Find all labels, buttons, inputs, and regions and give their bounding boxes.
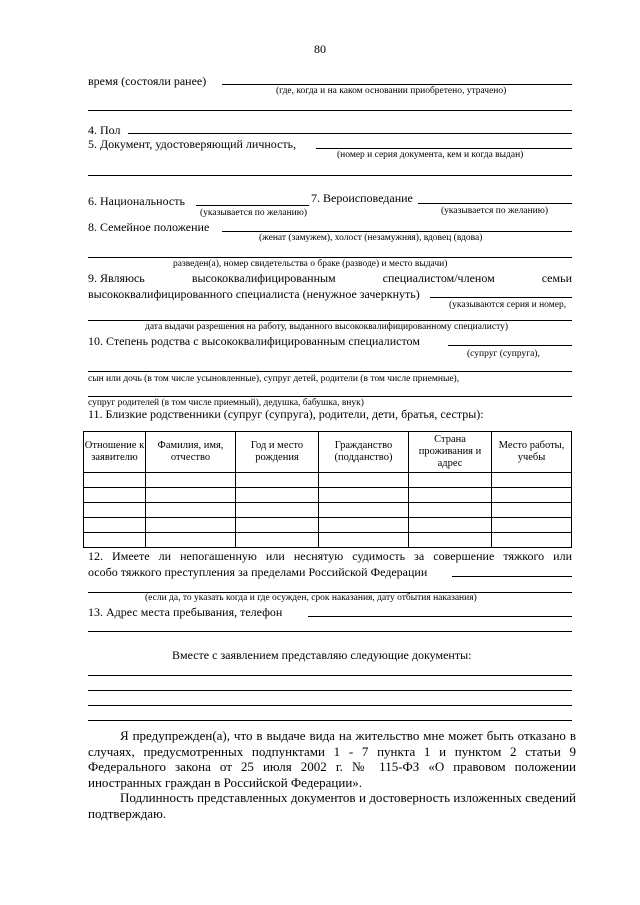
document-line-2[interactable] [88, 175, 572, 176]
time-previous-hint: (где, когда и на каком основании приобретено, утрачено) [276, 86, 507, 96]
q9-hint-2: дата выдачи разрешения на работу, выданного высококвалифицированному специалисту) [145, 322, 509, 332]
table-cell[interactable] [236, 518, 319, 533]
table-cell[interactable] [409, 533, 492, 548]
page-number: 80 [314, 42, 326, 56]
sex-line[interactable] [128, 133, 572, 134]
nationality-label: 6. Национальность [88, 194, 185, 208]
table-cell[interactable] [236, 503, 319, 518]
warning-paragraph [88, 728, 576, 790]
table-cell[interactable] [319, 533, 409, 548]
sex-label: 4. Пол [88, 123, 121, 137]
time-previous-line[interactable] [222, 84, 572, 85]
table-cell[interactable] [492, 503, 572, 518]
q13-line-2[interactable] [88, 631, 572, 632]
q12-line-1: 12. Имеете ли непогашенную или неснятую судимость за совершение тяжкого или [88, 549, 572, 563]
religion-label: 7. Вероисповедание [311, 191, 413, 205]
marital-status-hint: (женат (замужем), холост (незамужняя), вдовец (вдова) [259, 233, 483, 243]
table-row [84, 473, 572, 488]
col-citizenship: Гражданство (подданство) [319, 432, 409, 473]
table-cell[interactable] [409, 503, 492, 518]
time-previous-line-2[interactable] [88, 110, 572, 111]
q9-word-4: семьи [541, 271, 572, 285]
q9-line-2: высококвалифицированного специалиста (ненужное зачеркнуть) [88, 287, 420, 301]
table-cell[interactable] [319, 518, 409, 533]
marital-status-line-2[interactable] [88, 257, 572, 258]
table-cell[interactable] [492, 533, 572, 548]
table-cell[interactable] [236, 488, 319, 503]
col-full-name: Фамилия, имя, отчество [146, 432, 236, 473]
table-cell[interactable] [146, 488, 236, 503]
documents-title: Вместе с заявлением представляю следующие документы: [172, 648, 472, 662]
q10-hint-2: сын или дочь (в том числе усыновленные), супруг детей, родители (в том числе приемные), [88, 374, 460, 384]
table-cell[interactable] [492, 518, 572, 533]
q10-hint-3: супруг родителей (в том числе приемный), дедушка, бабушка, внук) [88, 398, 364, 408]
table-row [84, 518, 572, 533]
documents-line-3[interactable] [88, 705, 572, 706]
table-row [84, 488, 572, 503]
table-cell[interactable] [319, 473, 409, 488]
q12-answer-line[interactable] [452, 576, 572, 577]
document-label: 5. Документ, удостоверяющий личность, [88, 137, 297, 151]
document-line[interactable] [316, 148, 572, 149]
table-row [84, 503, 572, 518]
table-cell[interactable] [319, 488, 409, 503]
table-cell[interactable] [492, 473, 572, 488]
q10-line[interactable] [448, 345, 572, 346]
q11-label: 11. Близкие родственники (супруг (супруга), родители, дети, братья, сестры): [88, 407, 484, 421]
nationality-hint: (указывается по желанию) [200, 208, 308, 218]
warning-text: Я предупрежден(а), что в выдаче вида на жительство мне может быть отказано в случаях, предусмотренных подпунктами 1 - 7 пункта 1 и пунктом 2 статьи 9 Федерального закона от 25 июля 2002 г. № 115-ФЗ «О правовом положении иностранных граждан в Российской Федерации». [88, 728, 576, 790]
table-cell[interactable] [146, 533, 236, 548]
table-cell[interactable] [492, 488, 572, 503]
q10-line-2[interactable] [88, 371, 572, 372]
table-cell[interactable] [84, 533, 146, 548]
q9-line-1 [88, 271, 572, 286]
q12-line-2: особо тяжкого преступления за пределами Российской Федерации [88, 565, 428, 579]
marital-status-line[interactable] [222, 231, 572, 232]
col-relation: Отношение к заявителю [84, 432, 146, 473]
table-cell[interactable] [319, 503, 409, 518]
table-cell[interactable] [409, 518, 492, 533]
table-cell[interactable] [146, 518, 236, 533]
time-previous-label: время (состояли ранее) [88, 74, 207, 88]
q13-label: 13. Адрес места пребывания, телефон [88, 605, 283, 619]
confirm-text: Подлинность представленных документов и достоверность изложенных сведений подтверждаю. [88, 790, 576, 821]
divorce-hint: разведен(а), номер свидетельства о браке (разводе) и место выдачи) [173, 259, 448, 269]
religion-hint: (указывается по желанию) [441, 206, 549, 216]
table-cell[interactable] [146, 473, 236, 488]
table-cell[interactable] [84, 473, 146, 488]
documents-line-4[interactable] [88, 720, 572, 721]
document-hint: (номер и серия документа, кем и когда выдан) [337, 150, 524, 160]
religion-line[interactable] [418, 203, 572, 204]
table-cell[interactable] [146, 503, 236, 518]
documents-line-2[interactable] [88, 690, 572, 691]
table-cell[interactable] [84, 488, 146, 503]
table-cell[interactable] [84, 503, 146, 518]
table-cell[interactable] [409, 473, 492, 488]
q9-word-2: высококвалифицированным [191, 271, 336, 285]
q10-line-3[interactable] [88, 396, 572, 397]
relatives-table [83, 431, 572, 548]
q9-word-3: специалистом/членом [382, 271, 495, 285]
table-row [84, 533, 572, 548]
q12-hint: (если да, то указать когда и где осужден, срок наказания, дату отбытия наказания) [145, 593, 477, 603]
col-country-address: Страна проживания и адрес [409, 432, 492, 473]
relatives-table-header [84, 432, 572, 473]
q9-answer-line-2[interactable] [88, 320, 572, 321]
table-cell[interactable] [409, 488, 492, 503]
q9-answer-line[interactable] [430, 297, 572, 298]
table-cell[interactable] [236, 473, 319, 488]
q10-hint: (супруг (супруга), [467, 349, 540, 359]
table-cell[interactable] [84, 518, 146, 533]
q9-word-1: 9. Являюсь [88, 271, 145, 285]
nationality-line[interactable] [196, 205, 309, 206]
confirm-paragraph [88, 790, 576, 821]
marital-status-label: 8. Семейное положение [88, 220, 210, 234]
table-cell[interactable] [236, 533, 319, 548]
q13-line[interactable] [308, 616, 572, 617]
q10-label: 10. Степень родства с высококвалифицированным специалистом [88, 334, 420, 348]
col-work-study: Место работы, учебы [492, 432, 572, 473]
documents-line-1[interactable] [88, 675, 572, 676]
col-birth: Год и место рождения [236, 432, 319, 473]
q9-hint: (указываются серия и номер, [449, 300, 567, 310]
